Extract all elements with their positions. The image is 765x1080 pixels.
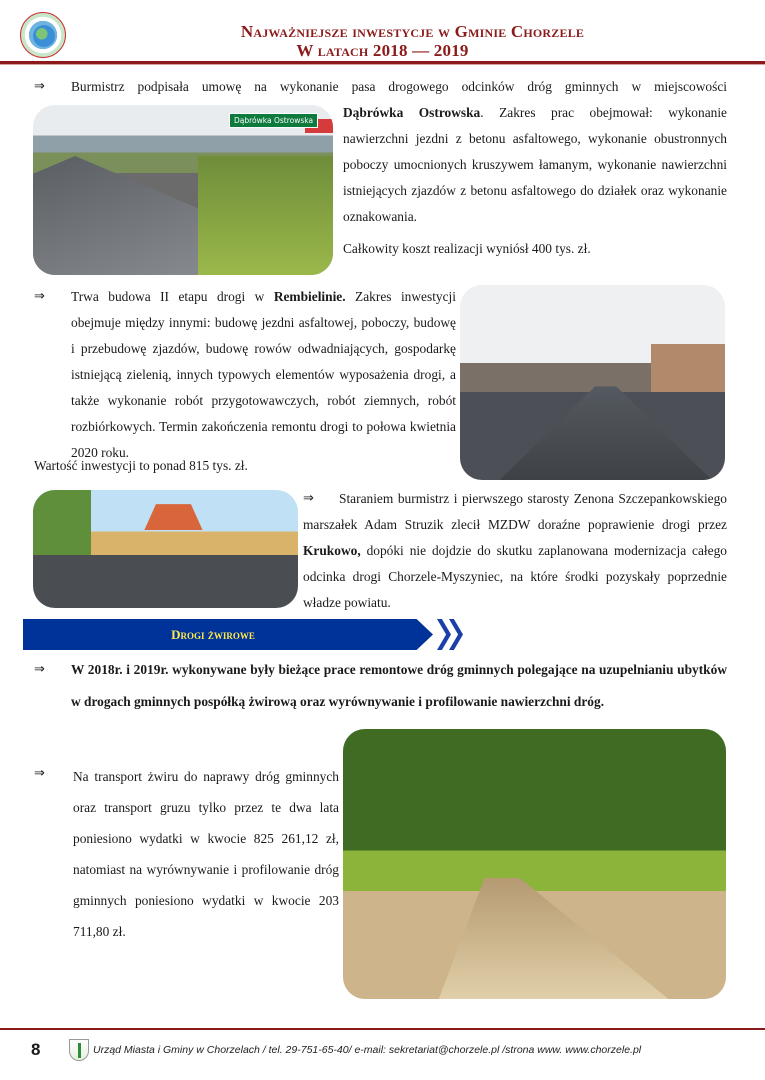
section1-text: . Zakres prac obejmował: wykonanie nawierzchni jezdni z betonu asfaltowego, wykonanie obustronnych poboczy umocnionych kruszywem łamanym, wykonanie nawierzchni istniejących zjazdów z betonu asfaltowego do działek oraz wykonanie oznakowania. bbox=[343, 105, 728, 224]
photo-path bbox=[439, 878, 669, 1000]
section1-place: Dąbrówka Ostrowska bbox=[343, 105, 481, 120]
chevron-right-icon bbox=[449, 619, 463, 650]
footer-contact: Urząd Miasta i Gminy w Chorzelach / tel. 29-751-65-40/ e-mail: sekretariat@chorzele.pl /strona www. www.chorzele.pl bbox=[93, 1044, 642, 1056]
chorzele-crest-icon bbox=[69, 1039, 89, 1061]
photo-trees bbox=[33, 490, 91, 555]
section2-value: Wartość inwestycji to ponad 815 tys. zł. bbox=[34, 458, 248, 473]
header-divider-thin bbox=[0, 64, 765, 65]
photo-rembielin-road bbox=[460, 285, 725, 480]
title-line-2: W latach 2018 — 2019 bbox=[296, 41, 469, 60]
section2-paragraph bbox=[71, 284, 456, 466]
chevron-right-icon bbox=[437, 619, 451, 650]
photo-gravel-road bbox=[343, 729, 726, 999]
section3-place: Krukowo, bbox=[303, 543, 361, 558]
section1-cost: Całkowity koszt realizacji wyniósł 400 tys. zł. bbox=[343, 241, 591, 256]
page-title bbox=[0, 22, 765, 60]
bullet-arrow-icon: ⇒ bbox=[303, 491, 314, 506]
section2-place: Rembielinie. bbox=[273, 289, 346, 304]
road-sign: Dąbrówka Ostrowska bbox=[229, 113, 318, 128]
bullet-arrow-icon: ⇒ bbox=[34, 662, 45, 677]
section-banner-title: Drogi żwirowe bbox=[171, 627, 255, 642]
section4-paragraph: W 2018r. i 2019r. wykonywane były bieżące prace remontowe dróg gminnych polegające na uzupelnianiu ubytków w drogach gminnych pospółką żwirową oraz wyrównywanie i profilowanie nawierzchni dróg. bbox=[71, 662, 727, 709]
section1-line1: Burmistrz podpisała umowę na wykonanie pasa drogowego odcinków dróg gminnych w miejscowości bbox=[71, 79, 727, 94]
bullet-arrow-icon: ⇒ bbox=[34, 766, 45, 781]
title-line-1: Najważniejsze inwestycje w Gminie Chorzele bbox=[240, 22, 585, 41]
photo-roof bbox=[144, 504, 202, 530]
section2-text: Zakres inwestycji obejmuje między innymi: budowę jezdni asfaltowej, poboczy, budowę i przebudowę zjazdów, budowę rowów odwadniających, gospodarkę istniejącą zielenią, innych typowych elementów wyposażenia drogi, a także wykonanie robót przygotowawczych, robót ziemnych, robót rozbiórkowych. Termin zakończenia remontu drogi to połowa kwietnia 2020 roku. bbox=[71, 289, 456, 460]
section3-text: dopóki nie dojdzie do skutku zaplanowana modernizacja całego odcinka drogi Chorzele-Myszyniec, na które środki pozyskały poprzednie władze powiatu. bbox=[303, 543, 727, 610]
photo-dabrowka-road bbox=[33, 105, 333, 275]
photo-krukowo-road bbox=[33, 490, 298, 608]
section1-paragraph bbox=[343, 100, 727, 230]
photo-house bbox=[651, 344, 725, 393]
photo-grass bbox=[198, 156, 333, 275]
section3-paragraph bbox=[303, 486, 727, 616]
bullet-arrow-icon: ⇒ bbox=[34, 289, 45, 304]
section5-paragraph: Na transport żwiru do naprawy dróg gminnych oraz transport gruzu tylko przez te dwa lata poniesiono wydatki w kwocie 825 261,12 zł, natomiast na wyrównywanie i profilowanie dróg gminnych poniesiono wydatki w kwocie 203 711,80 zł. bbox=[73, 769, 339, 939]
section2-text-before: Trwa budowa II etapu drogi w bbox=[71, 289, 274, 304]
section3-text-before: Staraniem burmistrz i pierwszego starosty Zenona Szczepankowskiego marszałek Adam Struzik zlecił MZDW doraźne poprawienie drogi przez bbox=[303, 491, 727, 532]
photo-road bbox=[500, 386, 712, 480]
footer-divider bbox=[0, 1028, 765, 1030]
bullet-arrow-icon: ⇒ bbox=[34, 79, 45, 94]
page-number: 8 bbox=[31, 1040, 41, 1059]
